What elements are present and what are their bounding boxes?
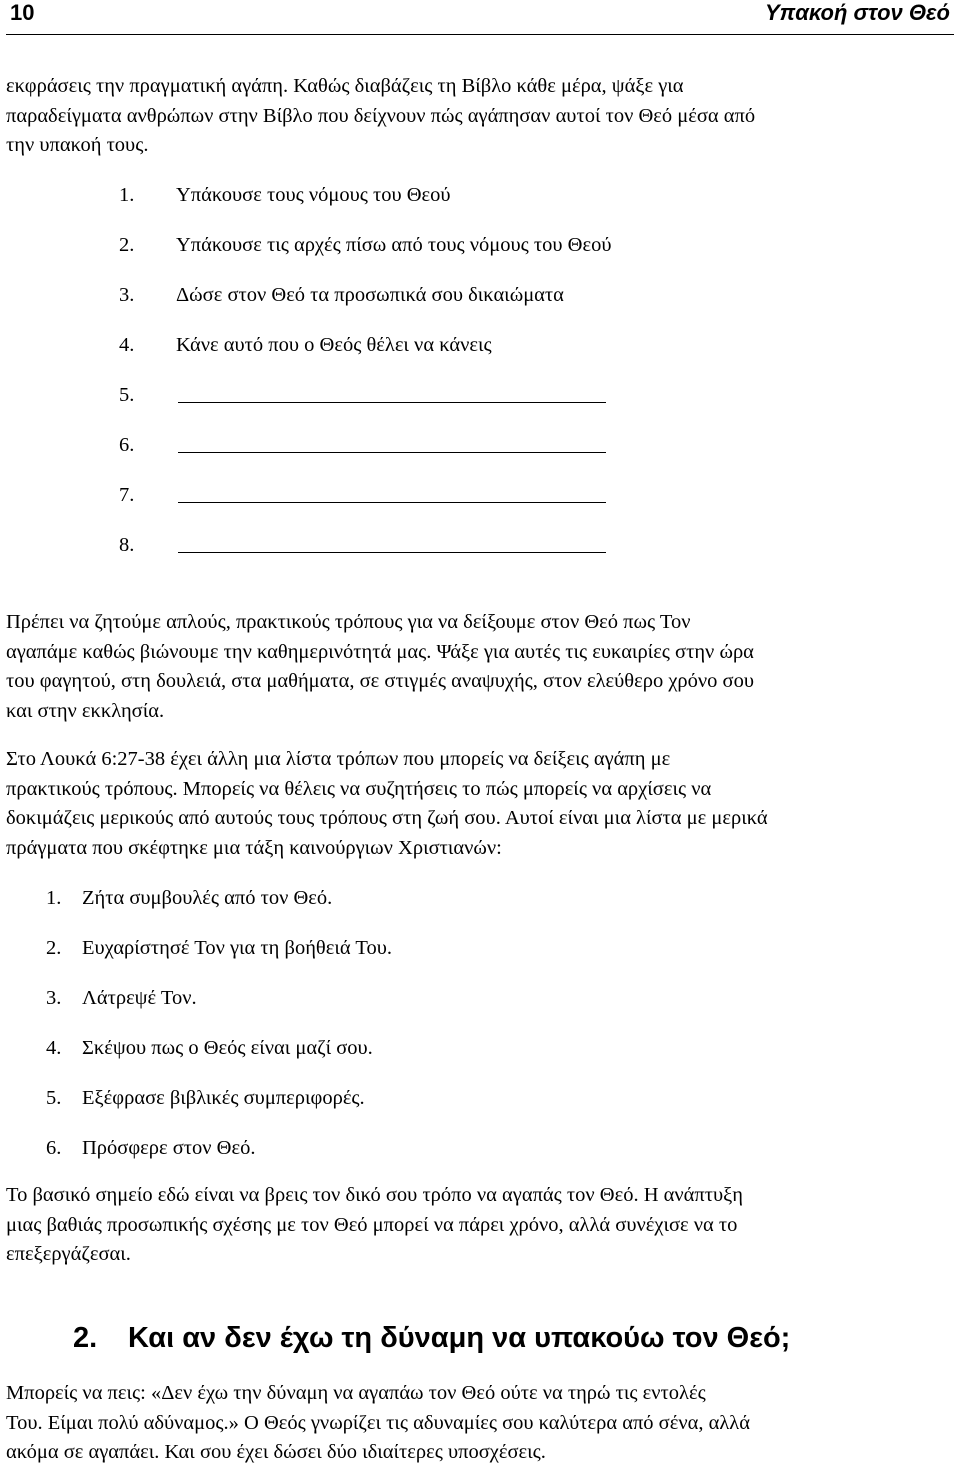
list-item [0,883,960,913]
list-item-number: 4. [46,1037,62,1059]
paragraph-line: Το βασικό σημείο εδώ είναι να βρεις τον δικό σου τρόπο να αγαπάς τον Θεό. Η ανάπτυξη [6,1184,743,1206]
list-item-text: Σκέψου πως ο Θεός είναι μαζί σου. [82,1037,373,1059]
page-header [6,0,954,35]
list-item-number: 3. [119,284,135,306]
list-item-number: 4. [119,334,135,356]
list-item-number: 5. [119,384,135,406]
paragraph-line: μιας βαθιάς προσωπικής σχέσης με τον Θεό μπορεί να πάρει χρόνο, αλλά συνέχισε να το [6,1213,738,1236]
paragraph-line: πρακτικούς τρόπους. Μπορείς να θέλεις να συζητήσεις το πώς μπορείς να αρχίσεις να [6,777,712,800]
list-item-text: Κάνε αυτό που ο Θεός θέλει να κάνεις [176,334,492,356]
paragraph-line: Πρέπει να ζητούμε απλούς, πρακτικούς τρόπους για να δείξουμε στον Θεό πως Τον [6,611,691,633]
section2-paragraph [6,1379,952,1468]
key-point-paragraph [6,1181,952,1270]
list-item-text: Υπάκουσε τους νόμους του Θεού [176,184,451,206]
list-item-number: 1. [119,184,135,206]
paragraph-line: δοκιμάζεις μερικούς από αυτούς τους τρόπους στη ζωή σου. Αυτοί είναι μια λίστα με μερικά [6,807,768,829]
list-item-blank [0,430,960,460]
list-item-text: Δώσε στον Θεό τα προσωπικά σου δικαιώματα [176,284,564,306]
paragraph-line: αγαπάμε καθώς βιώνουμε την καθημερινότητά μας. Ψάξε για αυτές τις ευκαιρίες στην ώρα [6,640,754,663]
blank-fill-line [178,402,606,403]
list-item-blank [0,530,960,560]
paragraph-line: επεξεργάζεσαι. [6,1243,131,1265]
section-heading [0,1318,960,1358]
list-item [0,330,960,360]
paragraph-line: την υπακοή τους. [6,134,149,156]
paragraph-line: εκφράσεις την πραγματική αγάπη. Καθώς διαβάζεις τη Βίβλο κάθε μέρα, ψάξε για [6,75,684,97]
list-item-number: 2. [46,937,62,959]
list-item [0,1133,960,1163]
paragraph-line: Μπορείς να πεις: «Δεν έχω την δύναμη να αγαπάω τον Θεό ούτε να τηρώ τις εντολές [6,1382,706,1404]
list-item-blank [0,380,960,410]
list-item [0,1083,960,1113]
list-item-blank [0,480,960,510]
paragraph-line: πράγματα που σκέφτηκε μια τάξη καινούργιων Χριστιανών: [6,836,502,859]
list-item-text: Ευχαρίστησέ Τον για τη βοήθειά Του. [82,937,392,959]
paragraph-line: παραδείγματα ανθρώπων στην Βίβλο που δείχνουν πώς αγάπησαν αυτοί τον Θεό μέσα από [6,104,756,127]
list-item-text: Λάτρεψέ Τον. [82,987,197,1009]
blank-fill-line [178,452,606,453]
paragraph-line: και στην εκκλησία. [6,699,165,722]
blank-fill-line [178,552,606,553]
paragraph-line: Του. Είμαι πολύ αδύναμος.» Ο Θεός γνωρίζει τις αδυναμίες σου καλύτερα από σένα, αλλά [6,1411,750,1434]
blank-fill-line [178,502,606,503]
list-item [0,280,960,310]
running-title: Υπακοή στον Θεό [764,0,950,25]
intro-paragraph [6,72,952,161]
list-item-number: 1. [46,887,62,909]
list-item-number: 2. [119,234,135,256]
list-item [0,1033,960,1063]
list-item-text: Υπάκουσε τις αρχές πίσω από τους νόμους του Θεού [176,234,612,256]
list-item [0,180,960,210]
list-item-number: 5. [46,1087,62,1109]
section-number: 2. [73,1322,98,1354]
list-item [0,230,960,260]
paragraph-line: ακόμα σε αγαπάει. Και σου έχει δώσει δύο ιδιαίτερες υποσχέσεις. [6,1441,546,1463]
list-item-number: 8. [119,534,135,556]
list-item-number: 6. [46,1137,62,1159]
list-item [0,933,960,963]
list-item-text: Εξέφρασε βιβλικές συμπεριφορές. [82,1087,365,1109]
paragraph-line: Στο Λουκά 6:27-38 έχει άλλη μια λίστα τρόπων που μπορείς να δείξεις αγάπη με [6,748,671,770]
list-item-number: 7. [119,484,135,506]
page-number: 10 [10,0,35,25]
section-title: Και αν δεν έχω τη δύναμη να υπακούω τον Θεό; [128,1322,791,1354]
list-item-number: 6. [119,434,135,456]
paragraph-line: του φαγητού, στη δουλειά, στα μαθήματα, σε στιγμές αναψυχής, στον ελεύθερο χρόνο σου [6,670,754,692]
list-item-text: Ζήτα συμβουλές από τον Θεό. [82,887,333,909]
practical-ways-paragraph [6,608,952,726]
list-item-text: Πρόσφερε στον Θεό. [82,1137,256,1159]
list-item-number: 3. [46,987,62,1009]
list-item [0,983,960,1013]
luke-paragraph [6,745,952,863]
